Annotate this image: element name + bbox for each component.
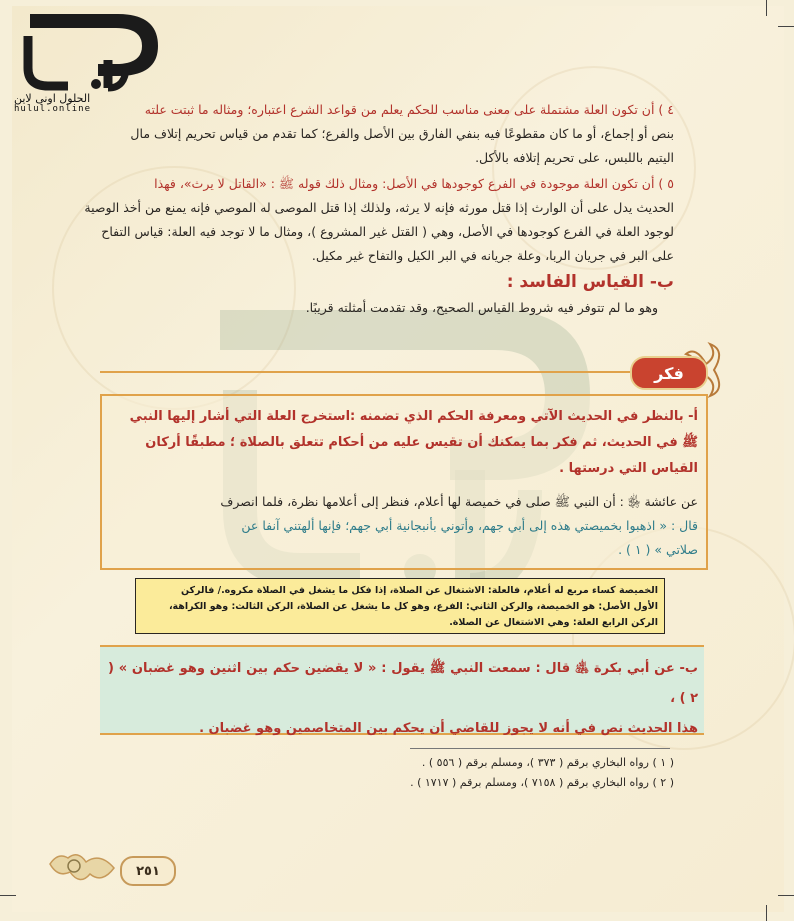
crop-mark xyxy=(778,26,794,27)
answer-line: الأول الأصل: هو الخميصة، والركن الثاني: الفرع، وهو كل ما يشغل عن الصلاة، الركن الثالث: وهو الكراهة، xyxy=(168,601,658,612)
exercise-a-question xyxy=(108,404,698,482)
section-b-text: وهو ما لم تتوفر فيه شروط القياس الصحيح، وقد تقدمت أمثلته قريبًا. xyxy=(305,300,658,315)
paragraph-line: اليتيم باللبس، على تحريم إتلافه بالأكل. xyxy=(475,150,674,165)
paragraph-condition-4 xyxy=(114,98,674,170)
answer-box xyxy=(135,578,665,634)
answer-line: الركن الرابع العلة: وهي الاشتغال عن الصلاة. xyxy=(449,617,658,628)
answer-line: الخميصة كساء مربع له أعلام، فالعلة: الاشتغال عن الصلاة، إذا فكل ما يشغل في الصلاة مكروه./ فالركن xyxy=(180,585,658,596)
footnote-1: ( ١ ) رواه البخاري برقم ( ٣٧٣ )، ومسلم برقم ( ٥٥٦ ) . xyxy=(421,756,674,769)
paragraph-condition-5 xyxy=(74,172,674,268)
question-line: القياس التي درستها . xyxy=(559,461,698,476)
page-number: ٢٥١ xyxy=(120,856,176,886)
condition-4-heading: ٤ ) أن تكون العلة مشتملة على معنى مناسب للحكم يعلم من قواعد الشرع اعتباره؛ ومثاله ما ثبتت علته xyxy=(144,102,674,117)
exercise-b-text xyxy=(108,654,698,744)
hadith-line: قال : « اذهبوا بخميصتي هذه إلى أبي جهم، وأتوني بأنبجانية أبي جهم؛ فإنها ألهتني آنفا عن xyxy=(241,518,698,533)
paragraph-line: الحديث يدل على أن الوارث إذا قتل مورثه فإنه لا يرثه، ولذلك إذا قتل الموصى له الموصي فإنه يمنع من أخذ الوصية xyxy=(84,200,674,215)
paragraph-line xyxy=(114,98,674,122)
paragraph-line: على البر في جريان الربا، وعلة جريانه في البر الكيل والتفاح غير مكيل. xyxy=(311,248,674,263)
exercise-b-line: ب- عن أبي بكرة ﵁ قال : سمعت النبي ﷺ يقول : « لا يقضين حكم بين اثنين وهو غضبان » ( ٢ ) ، xyxy=(108,661,698,706)
crop-mark xyxy=(0,895,16,896)
crop-mark xyxy=(766,905,767,921)
page-ornament-icon xyxy=(44,848,116,888)
hadith-line: صلاتي » ( ١ ) . xyxy=(618,542,698,557)
crop-mark xyxy=(778,895,794,896)
question-line: ﷺ في الحديث، ثم فكر بما يمكنك أن تقيس عليه من أحكام تتعلق بالصلاة ؛ مطبقًا أركان xyxy=(145,435,698,450)
condition-5-heading: ٥ ) أن تكون العلة موجودة في الفرع كوجودها في الأصل: ومثال ذلك قوله ﷺ : «القاتل لا يرث»، فهذا xyxy=(154,176,674,191)
question-line: أ- بالنظر في الحديث الآتي ومعرفة الحكم الذي تضمنه :استخرج العلة التي أشار إليها النبي xyxy=(129,409,698,424)
section-b-heading: ب- القياس الفاسد : xyxy=(506,272,674,292)
exercise-a-hadith xyxy=(108,490,698,562)
paragraph-line: لوجود العلة في الفرع كوجودها في الأصل، وهي ( القتل غير المشروع )، ومثال ما لا توجد فيه العلة: قياس التفاح xyxy=(101,224,674,239)
footnote-divider xyxy=(410,748,670,749)
crop-mark xyxy=(766,0,767,16)
paragraph-line xyxy=(74,172,674,196)
footnote-2: ( ٢ ) رواه البخاري برقم ( ٧١٥٨ )، ومسلم برقم ( ١٧١٧ ) . xyxy=(410,776,674,789)
logo-subtitle: الحلول اونی لاین xyxy=(14,92,91,105)
hadith-line: عن عائشة ﵂ : أن النبي ﷺ صلى في خميصة لها أعلام، فنظر إلى أعلامها نظرة، فلما انصرف xyxy=(220,494,698,509)
paragraph-line: بنص أو إجماع، أو ما كان مقطوعًا فيه بنفي الفارق بين الأصل والفرع؛ كما تقدم من قياس تحريم إتلاف مال xyxy=(130,126,674,141)
hulul-logo-icon xyxy=(8,6,158,106)
logo-url: hulul.online xyxy=(14,104,92,114)
fikr-badge: فكر xyxy=(630,356,708,390)
fikr-divider xyxy=(100,371,634,373)
exercise-b-line: هذا الحديث نص في أنه لا يجوز للقاضي أن يحكم بين المتخاصمين وهو غضبان . xyxy=(199,721,698,736)
